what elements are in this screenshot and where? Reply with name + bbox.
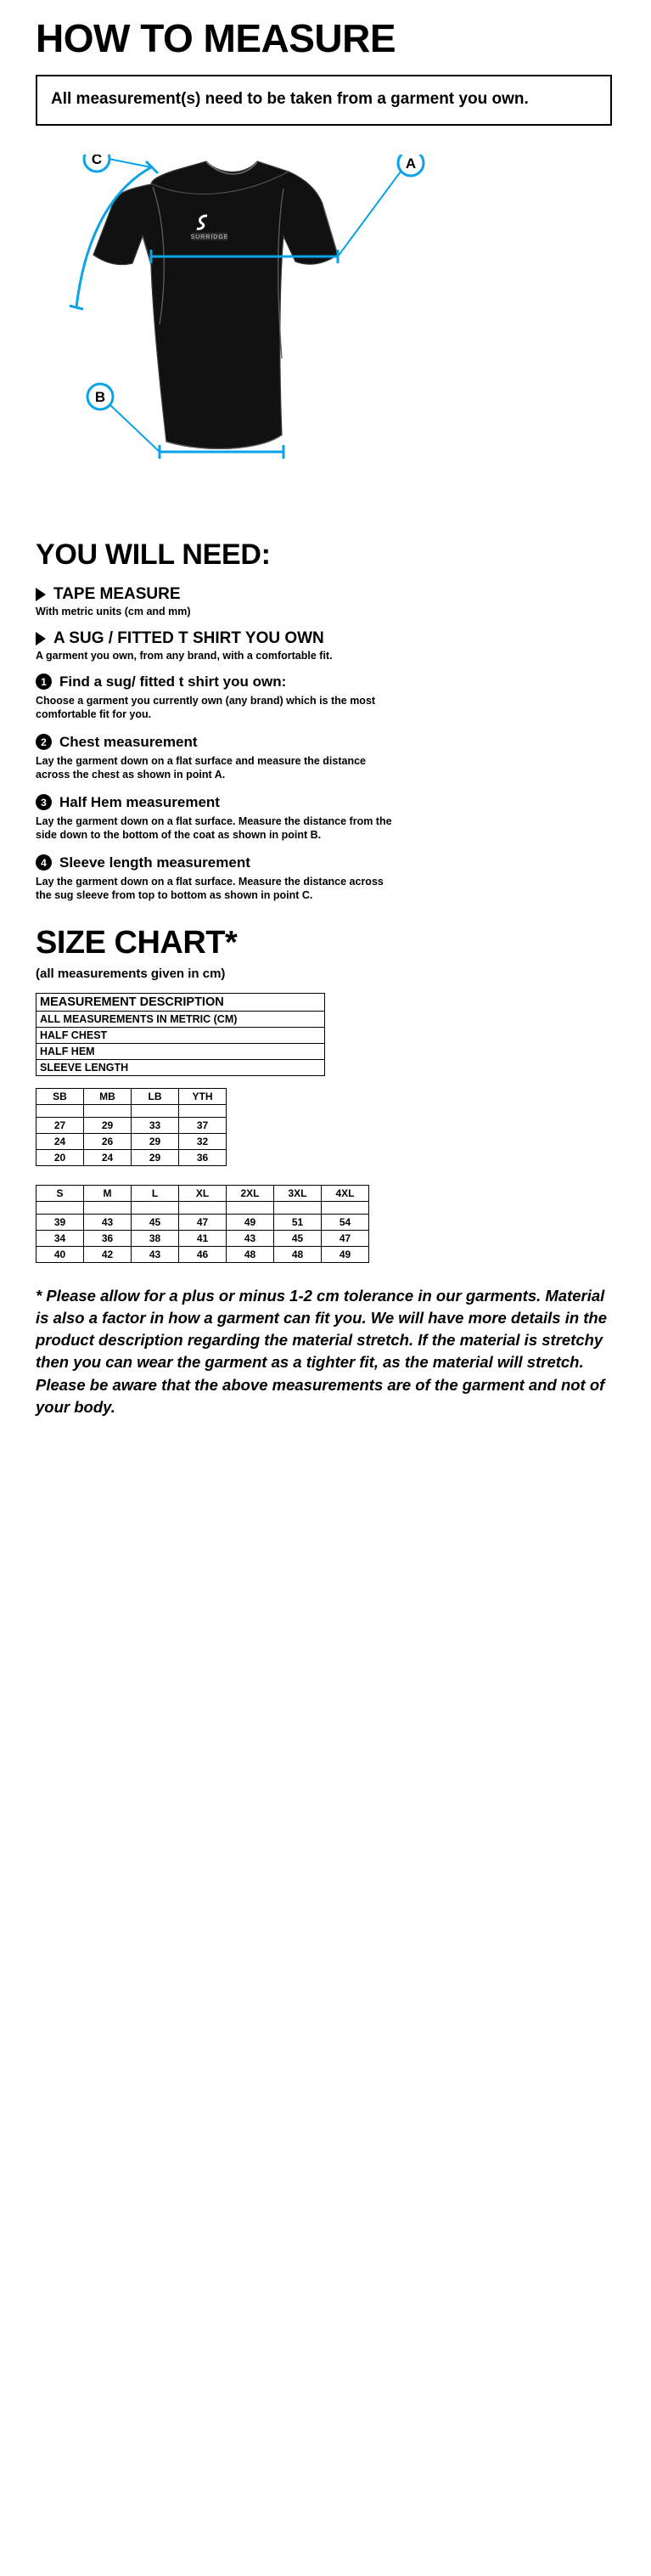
table-cell: 49	[227, 1214, 274, 1230]
table-header-cell: LB	[132, 1088, 179, 1104]
table-cell	[132, 1201, 179, 1214]
table-cell: 29	[84, 1117, 132, 1133]
notice-text: All measurement(s) need to be taken from a garment you own.	[51, 90, 529, 108]
need-item-sub: With metric units (cm and mm)	[36, 605, 191, 617]
shirt-graphic	[93, 161, 338, 448]
table-cell: 49	[322, 1246, 369, 1262]
table-cell	[36, 1201, 84, 1214]
table-row	[36, 1214, 369, 1230]
size-chart-heading: SIZE CHART*	[36, 924, 238, 961]
table-row	[36, 1043, 325, 1059]
table-cell: 48	[274, 1246, 322, 1262]
table-cell: 32	[179, 1133, 227, 1149]
step-title: Find a sug/ fitted t shirt you own:	[59, 673, 287, 690]
step-title: Chest measurement	[59, 733, 198, 750]
table-cell: 48	[227, 1246, 274, 1262]
need-item-sub: A garment you own, from any brand, with a comfortable fit.	[36, 649, 333, 662]
need-item-label: A SUG / FITTED T SHIRT YOU OWN	[53, 628, 324, 647]
table-cell: 47	[322, 1230, 369, 1246]
callout-a-label: A	[405, 155, 417, 172]
you-will-need-heading: YOU WILL NEED:	[36, 538, 271, 571]
table-header-cell: SB	[36, 1088, 84, 1104]
table-header-cell: MEASUREMENT DESCRIPTION	[36, 993, 325, 1011]
table-header-cell: M	[84, 1185, 132, 1201]
table-cell: 36	[179, 1149, 227, 1165]
step-title: Sleeve length measurement	[59, 854, 250, 871]
callout-b-label: B	[94, 388, 106, 405]
garment-diagram	[24, 155, 627, 520]
table-cell: 37	[179, 1117, 227, 1133]
step-number: 2	[36, 734, 52, 750]
table-cell: 43	[84, 1214, 132, 1230]
table-row	[36, 1088, 227, 1104]
step-item	[36, 794, 627, 843]
table-row	[36, 1059, 325, 1075]
table-cell: 38	[132, 1230, 179, 1246]
table-cell: 42	[84, 1246, 132, 1262]
table-cell: 51	[274, 1214, 322, 1230]
table-cell: 40	[36, 1246, 84, 1262]
step-number: 1	[36, 674, 52, 690]
table-cell: 24	[84, 1149, 132, 1165]
table-row	[36, 993, 325, 1011]
garment-diagram-svg	[24, 155, 627, 511]
table-row	[36, 1133, 227, 1149]
table-row	[36, 1185, 369, 1201]
step-item	[36, 854, 627, 903]
need-item	[36, 629, 627, 662]
table-row	[36, 1011, 325, 1027]
table-cell: 20	[36, 1149, 84, 1165]
how-to-measure-page	[0, 15, 651, 2576]
step-item	[36, 734, 627, 782]
table-cell	[179, 1201, 227, 1214]
table-header-cell: 3XL	[274, 1185, 322, 1201]
table-cell: 24	[36, 1133, 84, 1149]
step-body: Lay the garment down on a flat surface and measure the distance across the chest as shown in point A.	[36, 754, 366, 781]
triangle-bullet-icon	[36, 588, 46, 601]
table-cell: 41	[179, 1230, 227, 1246]
table-cell: HALF HEM	[36, 1043, 325, 1059]
table-cell: 33	[132, 1117, 179, 1133]
table-cell: 45	[132, 1214, 179, 1230]
table-cell	[36, 1104, 84, 1117]
table-cell: HALF CHEST	[36, 1027, 325, 1043]
table-header-cell: S	[36, 1185, 84, 1201]
table-header-cell: 2XL	[227, 1185, 274, 1201]
table-cell	[84, 1104, 132, 1117]
table-cell	[227, 1201, 274, 1214]
table-header-cell: YTH	[179, 1088, 227, 1104]
triangle-bullet-icon	[36, 632, 46, 645]
table-cell: SLEEVE LENGTH	[36, 1059, 325, 1075]
table-row	[36, 1230, 369, 1246]
need-item	[36, 585, 627, 617]
callout-c-label: C	[91, 154, 103, 167]
table-cell: ALL MEASUREMENTS IN METRIC (CM)	[36, 1011, 325, 1027]
step-title: Half Hem measurement	[59, 793, 220, 810]
table-cell: 43	[132, 1246, 179, 1262]
notice-box	[36, 75, 612, 126]
table-cell	[274, 1201, 322, 1214]
page-title: HOW TO MEASURE	[36, 16, 396, 60]
table-cell	[179, 1104, 227, 1117]
table-cell: 26	[84, 1133, 132, 1149]
measurement-description-table	[36, 993, 325, 1076]
step-number: 3	[36, 794, 52, 810]
adult-size-table	[36, 1185, 369, 1263]
table-row	[36, 1104, 227, 1117]
need-item-label: TAPE MEASURE	[53, 584, 181, 603]
table-cell: 36	[84, 1230, 132, 1246]
table-cell: 34	[36, 1230, 84, 1246]
table-cell: 45	[274, 1230, 322, 1246]
step-body: Choose a garment you currently own (any brand) which is the most comfortable fit for you.	[36, 694, 376, 721]
step-body: Lay the garment down on a flat surface. Measure the distance from the side down to the bottom of the coat as shown in point B.	[36, 815, 392, 842]
youth-size-table	[36, 1088, 227, 1166]
table-header-cell: L	[132, 1185, 179, 1201]
size-chart-subheading: (all measurements given in cm)	[36, 966, 226, 981]
table-cell: 46	[179, 1246, 227, 1262]
table-header-cell: MB	[84, 1088, 132, 1104]
table-cell: 43	[227, 1230, 274, 1246]
table-row	[36, 1149, 227, 1165]
table-row	[36, 1246, 369, 1262]
table-row	[36, 1117, 227, 1133]
tolerance-footnote: * Please allow for a plus or minus 1-2 cm tolerance in our garments. Material is also a factor in how a garment can fit you. We will have more details in the product description regarding the material stretch. If the material is stretchy then you can wear the garment as a tighter fit, as the material will stretch. Please be aware that the above measurements are of the garment and not of your body.	[36, 1286, 608, 1416]
table-cell: 29	[132, 1133, 179, 1149]
step-number: 4	[36, 854, 52, 871]
table-cell	[322, 1201, 369, 1214]
table-cell: 27	[36, 1117, 84, 1133]
table-header-cell: XL	[179, 1185, 227, 1201]
step-item	[36, 674, 627, 722]
table-row	[36, 1201, 369, 1214]
table-cell: 54	[322, 1214, 369, 1230]
table-cell	[84, 1201, 132, 1214]
table-row	[36, 1027, 325, 1043]
table-cell: 47	[179, 1214, 227, 1230]
table-cell: 39	[36, 1214, 84, 1230]
table-header-cell: 4XL	[322, 1185, 369, 1201]
table-cell	[132, 1104, 179, 1117]
step-body: Lay the garment down on a flat surface. Measure the distance across the sug sleeve from top to bottom as shown in point C.	[36, 875, 384, 902]
table-cell: 29	[132, 1149, 179, 1165]
brand-name: SURRIDGE	[190, 234, 229, 240]
